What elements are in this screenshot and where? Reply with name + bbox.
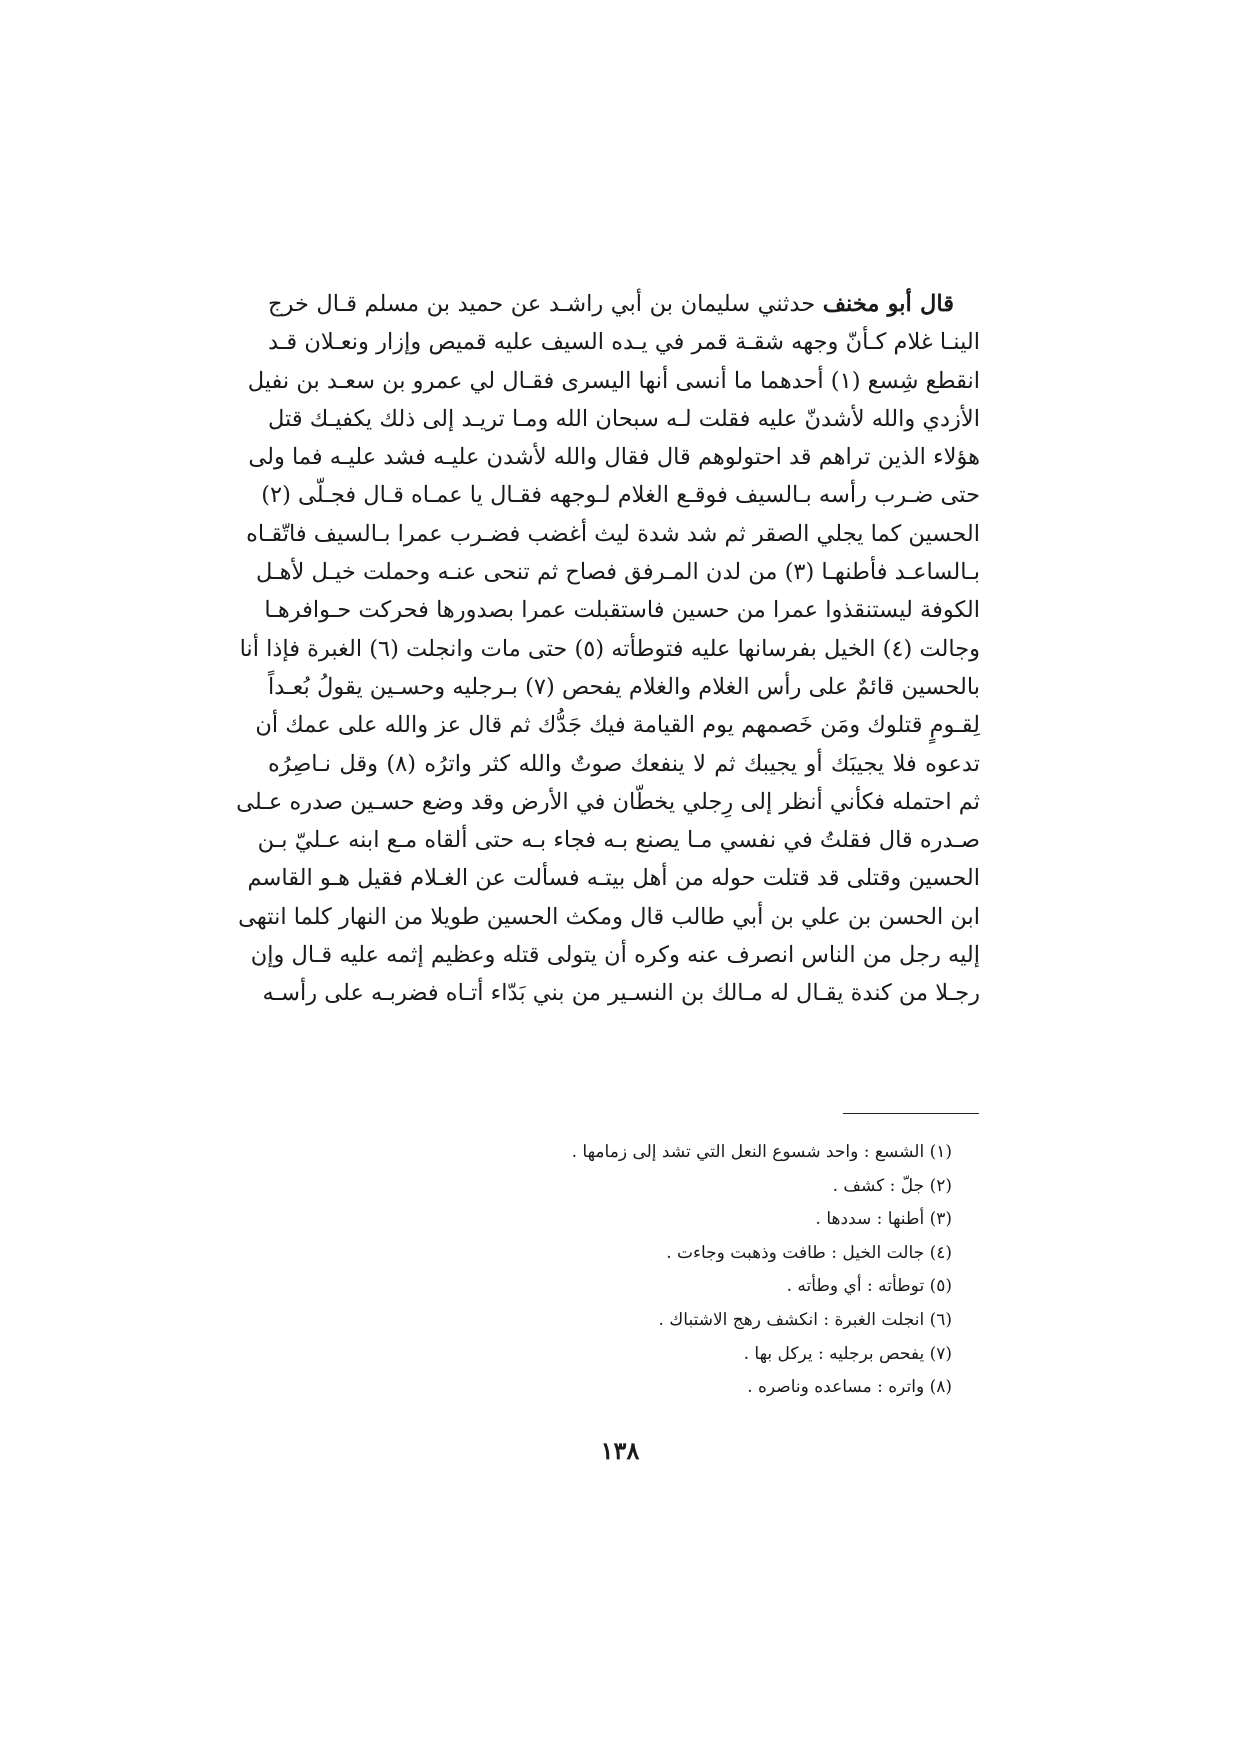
footnote: (٦) انجلت الغبرة : انكشف رهج الاشتباك . <box>658 1309 952 1330</box>
body-line: وجالت (٤) الخيل بفرسانها عليه فتوطأته (٥) حتى مات وانجلت (٦) الغبرة فإذا أنا <box>239 635 980 662</box>
body-line: ثم احتمله فكأني أنظر إلى رِجلي يخطّان في الأرض وقد وضع حسـين صدره عـلى <box>236 788 980 815</box>
footnote: (٧) يفحص برجليه : يركل بها . <box>743 1343 952 1364</box>
body-line: الحسين كما يجلي الصقر ثم شد شدة ليث أغضب فضـرب عمرا بـالسيف فاتّقـاه <box>246 520 980 547</box>
footnote: (١) الشسع : واحد شسوع النعل التي تشد إلى زمامها . <box>571 1142 952 1162</box>
body-line: حتى ضـرب رأسه بـالسيف فوقـع الغلام لـوجهه فقـال يا عمـاه قـال فجـلّى (٢) <box>261 482 980 509</box>
body-line: رجـلا من كندة يقـال له مـالك بن النسـير من بني بَدّاء أتـاه فضربـه على رأسـه <box>262 980 980 1007</box>
body-line: تدعوه فلا يجيبَك أو يجيبك ثم لا ينفعك صوتٌ والله كثر واترُه (٨) وقل نـاصِرُه <box>268 750 980 777</box>
body-line: ابن الحسن بن علي بن أبي طالب قال ومكث الحسين طويلا من النهار كلما انتهى <box>238 903 980 930</box>
body-line: هؤلاء الذين تراهم قد احتولوهم قال فقال والله لأشدن عليـه فشد عليـه فما ولى <box>248 444 980 471</box>
body-line: الينـا غلام كـأنّ وجهه شقـة قمر في يـده السيف عليه قميص وإزار ونعـلان قـد <box>268 329 980 356</box>
body-line: صـدره قال فقلتُ في نفسي مـا يصنع بـه فجاء بـه حتى ألقاه مـع ابنه عـليّ بـن <box>257 827 980 854</box>
footnote: (٢) جلّ : كشف . <box>832 1175 952 1196</box>
body-line: الكوفة ليستنقذوا عمرا من حسين فاستقبلت عمرا بصدورها فحركت حـوافرهـا <box>264 597 980 624</box>
body-line: انقطع شِسع (١) أحدهما ما أنسى أنها اليسرى فقـال لي عمرو بن سعـد بن نفيل <box>247 367 980 394</box>
footnotes <box>392 1136 952 1405</box>
footnote: (٥) توطأته : أي وطأته . <box>786 1276 952 1297</box>
body-line: بالحسين قائمٌ على رأس الغلام والغلام يفحص (٧) بـرجليه وحسـين يقولُ بُعـداً <box>268 673 980 700</box>
body-text <box>236 285 980 1013</box>
footnote: (٣) أطنها : سددها . <box>815 1209 952 1230</box>
page-number: ١٣٨ <box>600 1436 640 1465</box>
body-line: الأزدي والله لأشدنّ عليه فقلت لـه سبحان الله ومـا تريـد إلى ذلك يكفيـك قتل <box>268 405 980 432</box>
body-line: قال أبو مخنف حدثني سليمان بن أبي راشـد عن حميد بن مسلم قـال خرج <box>268 291 954 317</box>
footnote: (٨) واتره : مساعده وناصره . <box>747 1377 952 1398</box>
body-line: الحسين وقتلى قد قتلت حوله من أهل بيتـه فسألت عن الغـلام فقيل هـو القاسم <box>247 865 980 892</box>
body-line: لِقـومٍ قتلوك ومَن خَصمهم يوم القيامة فيك جَدُّك ثم قال عز والله على عمك أن <box>255 712 980 739</box>
footnote: (٤) جالت الخيل : طافت وذهبت وجاءت . <box>666 1242 952 1263</box>
footnote-separator <box>843 1113 979 1114</box>
body-line: بـالساعـد فأطنهـا (٣) من لدن المـرفق فصاح ثم تنحى عنـه وحملت خيـل لأهـل <box>256 559 980 586</box>
lead-phrase: قال أبو مخنف <box>822 291 954 317</box>
body-line: إليه رجل من الناس انصرف عنه وكره أن يتولى قتله وعظيم إثمه عليه قـال وإن <box>250 942 980 969</box>
